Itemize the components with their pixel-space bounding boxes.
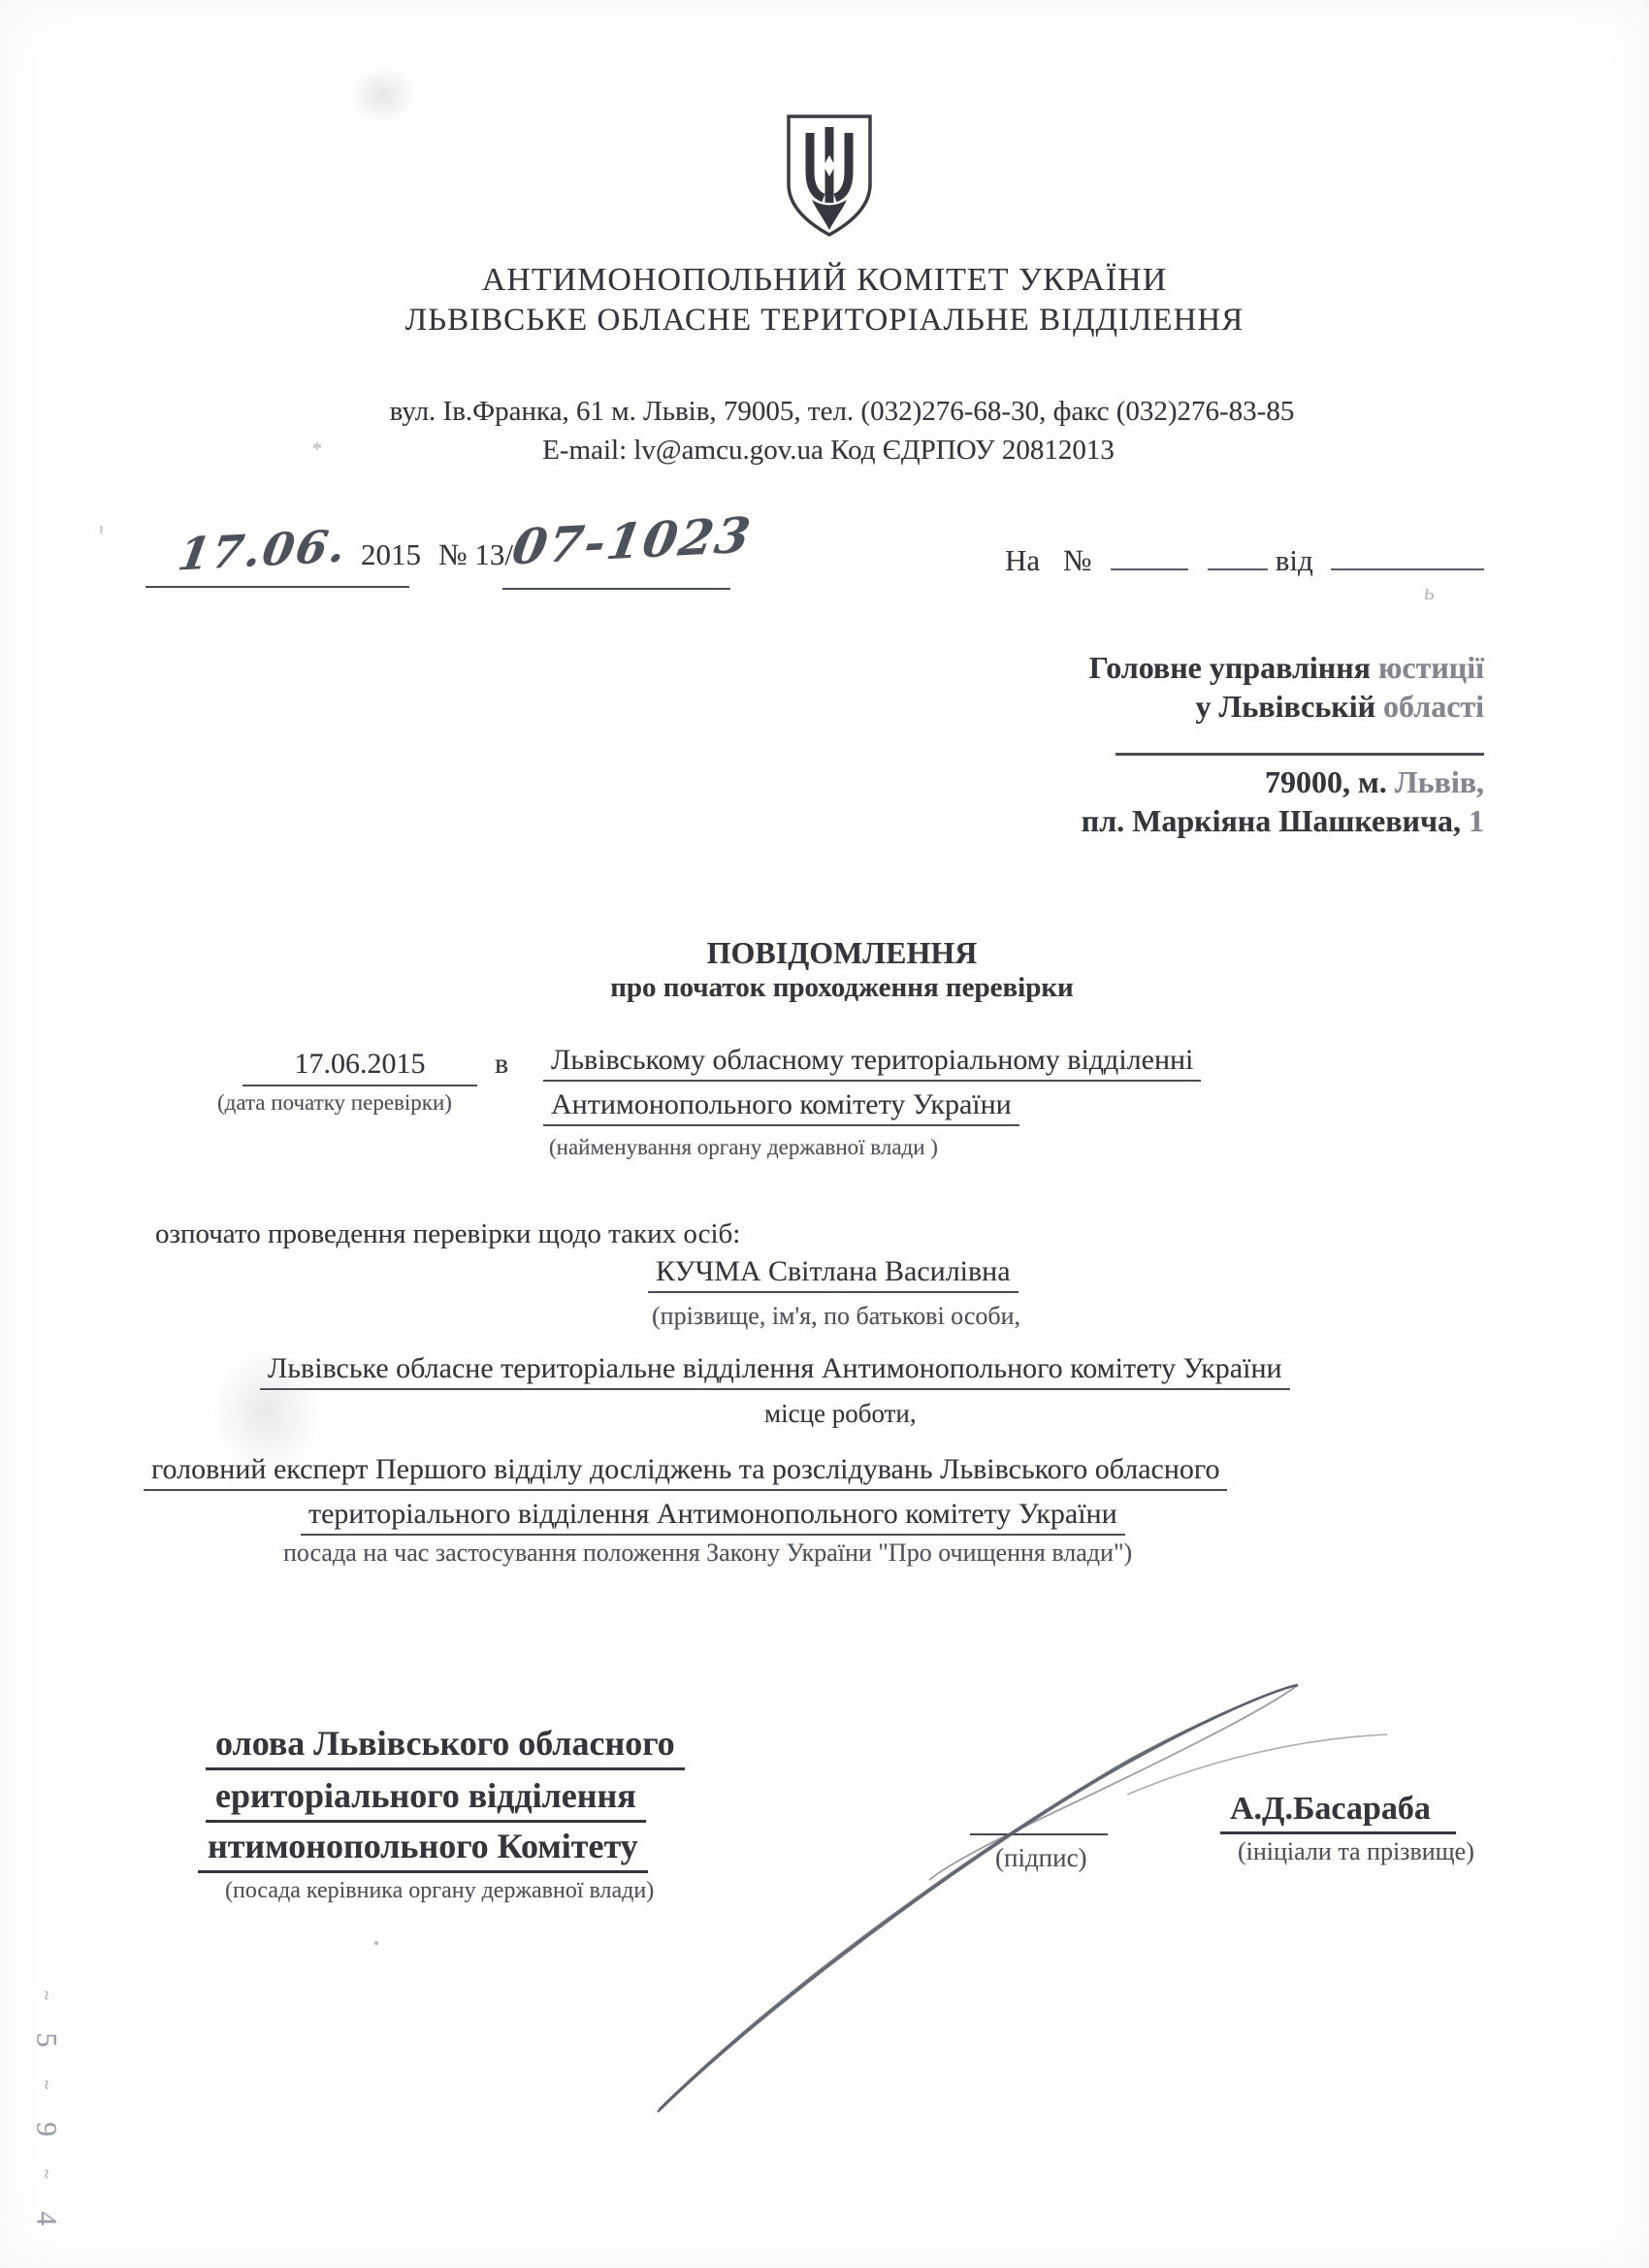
org-address-line: вул. Ів.Франка, 61 м. Львів, 79005, тел. (032)276-68-30, факс (032)276-83-85 bbox=[389, 396, 1295, 427]
stray-pen-mark: ь bbox=[1424, 580, 1435, 605]
margin-stamp bbox=[30, 1987, 63, 2233]
workplace-line: Львівське обласне територіальне відділення Антимонопольного комітету України bbox=[260, 1352, 1290, 1390]
margin-stamp-glyph: ~ bbox=[36, 1991, 56, 2000]
authority-name-line1: Львівському обласному територіальному відділенні bbox=[543, 1044, 1201, 1082]
recipient-line3: 79000, м. Львів, bbox=[1264, 764, 1484, 799]
margin-stamp-glyph: ~ bbox=[36, 2169, 56, 2179]
authority-caption: (найменування органу державної влади ) bbox=[549, 1135, 938, 1159]
signer-caption: (ініціали та прізвище) bbox=[1238, 1837, 1474, 1865]
toner-dot bbox=[374, 1941, 378, 1945]
signature-caption: (підпис) bbox=[995, 1843, 1087, 1872]
check-start-date: 17.06.2015 bbox=[242, 1048, 477, 1086]
notice-subtitle: про початок проходження перевірки bbox=[610, 972, 1074, 1003]
org-name-line2: ЛЬВІВСЬКЕ ОБЛАСНЕ ТЕРИТОРІАЛЬНЕ ВІДДІЛЕННЯ bbox=[404, 303, 1245, 338]
outgoing-year: 2015 bbox=[361, 537, 421, 571]
margin-stamp-glyph: ~ bbox=[36, 2080, 56, 2090]
check-start-date-caption: (дата початку перевірки) bbox=[217, 1090, 452, 1115]
head-position-line1: олова Львівського обласного bbox=[206, 1723, 685, 1770]
notice-title: ПОВІДОМЛЕННЯ bbox=[706, 935, 978, 970]
workplace-caption: місце роботи, bbox=[764, 1399, 917, 1428]
reply-no-label: № bbox=[1062, 543, 1092, 577]
org-email-line: E-mail: lv@amcu.gov.ua Код ЄДРПОУ 20812013 bbox=[542, 435, 1115, 466]
position-line2: територіального відділення Антимонопольного комітету України bbox=[301, 1498, 1125, 1536]
position-caption: посада на час застосування положення Закону України "Про очищення влади") bbox=[283, 1539, 1133, 1567]
preposition-v: в bbox=[495, 1048, 509, 1080]
outgoing-date-handwritten: 17.06. bbox=[174, 519, 352, 581]
reply-na-label: На bbox=[1005, 543, 1041, 577]
margin-stamp-glyph: 9 bbox=[30, 2122, 63, 2137]
toner-speck: * bbox=[312, 438, 322, 460]
person-caption: (прізвище, ім'я, по батькові особи, bbox=[652, 1302, 1021, 1330]
recipient-line4: пл. Маркіяна Шашкевича, 1 bbox=[1081, 803, 1484, 838]
recipient-line2: у Львівській області bbox=[1195, 689, 1484, 724]
authority-name-line2: Антимонопольного комітету України bbox=[543, 1088, 1019, 1126]
person-name: КУЧМА Світлана Василівна bbox=[648, 1255, 1018, 1293]
reply-vid-label: від bbox=[1275, 543, 1313, 577]
head-position-line2: ериторіального відділення bbox=[206, 1775, 646, 1823]
margin-stamp-glyph: 5 bbox=[30, 2032, 63, 2048]
toner-dot bbox=[100, 526, 103, 534]
head-position-caption: (посада керівника органу державної влади) bbox=[225, 1878, 655, 1903]
recipient-line1: Головне управління юстиції bbox=[1088, 650, 1484, 685]
margin-stamp-glyph: 4 bbox=[30, 2211, 63, 2226]
toner-smudge bbox=[349, 66, 417, 124]
head-position-line3: нтимонопольного Комітету bbox=[198, 1826, 648, 1873]
outgoing-number-prefix: № 13/ bbox=[438, 537, 513, 571]
intro-line: озпочато проведення перевірки щодо таких осіб: bbox=[155, 1218, 741, 1249]
signer-name: А.Д.Басараба bbox=[1220, 1791, 1456, 1834]
position-line1: головний експерт Першого відділу досліджень та розслідувань Львівського обласного bbox=[144, 1453, 1227, 1491]
org-name-line1: АНТИМОНОПОЛЬНИЙ КОМІТЕТ УКРАЇНИ bbox=[481, 262, 1168, 298]
outgoing-number-handwritten: 07-1023 bbox=[508, 505, 757, 576]
